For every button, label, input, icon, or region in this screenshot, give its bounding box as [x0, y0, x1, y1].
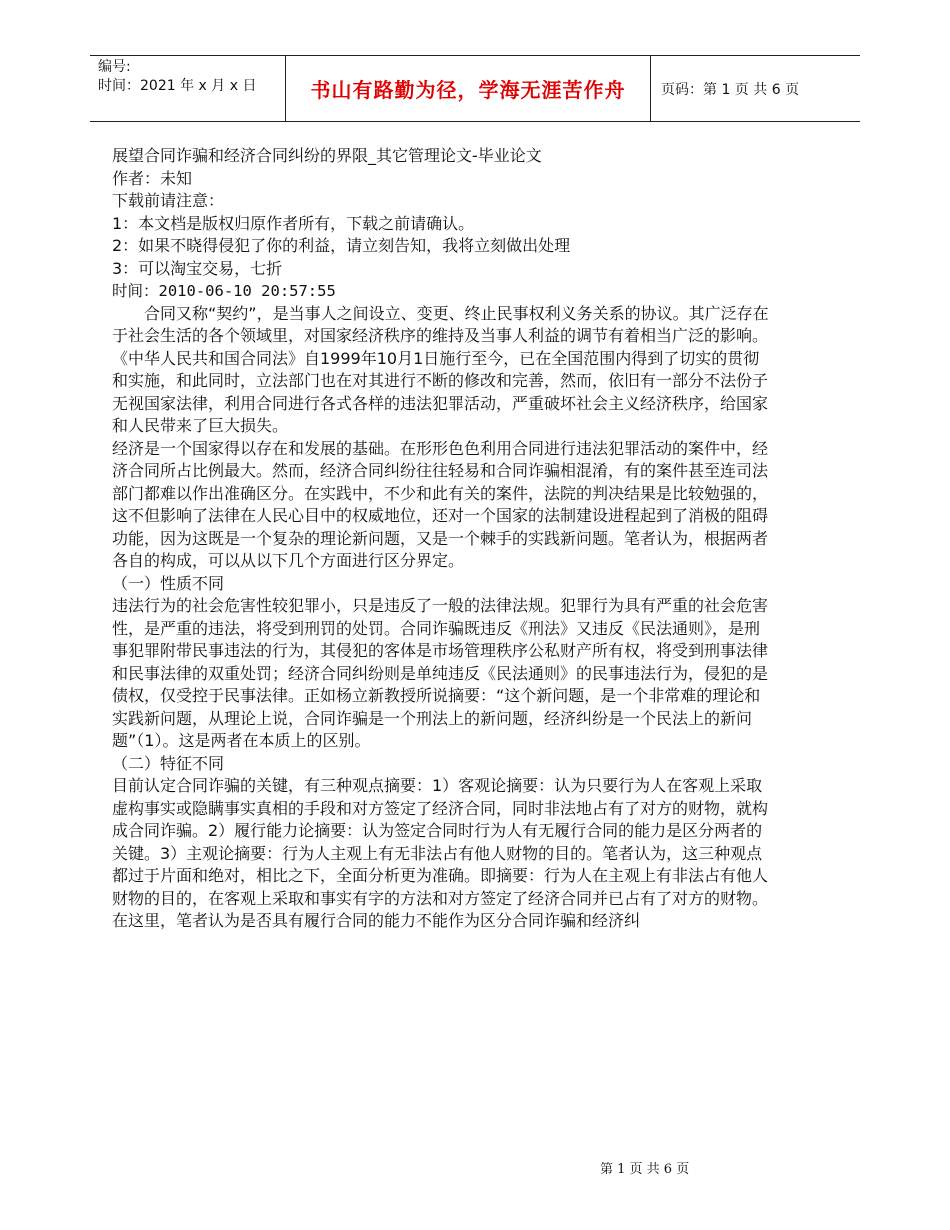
page-header	[90, 55, 860, 122]
notice-item-2: 2：如果不晓得侵犯了你的利益，请立刻告知，我将立刻做出处理	[112, 236, 571, 255]
paragraph-3: 违法行为的社会危害性较犯罪小，只是违反了一般的法律法规。犯罪行为具有严重的社会危害性，是严重的违法，将受到刑罚的处罚。合同诈骗既违反《刑法》又违反《民法通则》，是刑事犯罪附带民事违法的行为，其侵犯的客体是市场管理秩序公私财产所有权，将受到刑事法律和民事法律的双重处罚；经济合同纠纷则是单纯违反《民法通则》的民事违法行为，侵犯的是债权，仅受控于民事法律。正如杨立新教授所说摘要：“这个新问题，是一个非常难的理论和实践新问题，从理论上说，合同诈骗是一个刑法上的新问题，经济纠纷是一个民法上的新问题”（1）。这是两者在本质上的区别。	[112, 596, 769, 750]
document-number-label: 编号:	[98, 59, 131, 75]
document-body	[112, 145, 772, 933]
header-meta	[90, 56, 285, 121]
header-motto: 书山有路勤为径，学海无涯苦作舟	[285, 56, 651, 121]
section-heading-1: （一）性质不同	[112, 573, 225, 593]
page-footer: 第 1 页 共 6 页	[600, 1162, 690, 1177]
document-timestamp: 时间：2010-06-10 20:57:55	[112, 282, 336, 300]
section-heading-2: （二）特征不同	[112, 753, 225, 773]
document-author: 作者：未知	[112, 168, 193, 188]
header-page-number: 页码：第 1 页 共 6 页	[661, 81, 800, 98]
download-notice: 下载前请注意：	[112, 191, 225, 210]
notice-item-3: 3：可以淘宝交易，七折	[112, 258, 283, 278]
paragraph-2: 经济是一个国家得以存在和发展的基础。在形形色色利用合同进行违法犯罪活动的案件中，经济合同所占比例最大。然而，经济合同纠纷往往轻易和合同诈骗相混淆，有的案件甚至连司法部门都难以作出准确区分。在实践中，不少和此有关的案件，法院的判决结果是比较勉强的，这不但影响了法律在人民心目中的权威地位，还对一个国家的法制建设进程起到了消极的阻碍功能，因为这既是一个复杂的理论新问题，又是一个棘手的实践新问题。笔者认为，根据两者各自的构成，可以从以下几个方面进行区分界定。	[112, 438, 769, 570]
document-title: 展望合同诈骗和经济合同纠纷的界限_其它管理论文-毕业论文	[112, 146, 542, 165]
document-time-label: 时间：2021 年 x 月 x 日	[98, 78, 257, 94]
notice-item-1: 1：本文档是版权归原作者所有，下载之前请确认。	[112, 213, 475, 233]
paragraph-1: 合同又称“契约”，是当事人之间设立、变更、终止民事权利义务关系的协议。其广泛存在于社会生活的各个领域里，对国家经济秩序的维持及当事人利益的调节有着相当广泛的影响。《中华人民共和国合同法》自1999年10月1日施行至今，已在全国范围内得到了切实的贯彻和实施，和此同时，立法部门也在对其进行不断的修改和完善，然而，依旧有一部分不法份子无视国家法律，利用合同进行各式各样的违法犯罪活动，严重破坏社会主义经济秩序，给国家和人民带来了巨大损失。	[112, 303, 769, 435]
paragraph-4: 目前认定合同诈骗的关键，有三种观点摘要：1）客观论摘要：认为只要行为人在客观上采取虚构事实或隐瞒事实真相的手段和对方签定了经济合同，同时非法地占有了对方的财物，就构成合同诈骗。2）履行能力论摘要：认为签定合同时行为人有无履行合同的能力是区分两者的关键。3）主观论摘要：行为人主观上有无非法占有他人财物的目的。笔者认为，这三种观点都过于片面和绝对，相比之下，全面分析更为准确。即摘要：行为人在主观上有非法占有他人财物的目的，在客观上采取和事实有字的方法和对方签定了经济合同并已占有了对方的财物。在这里，笔者认为是否具有履行合同的能力不能作为区分合同诈骗和经济纠	[112, 776, 769, 930]
